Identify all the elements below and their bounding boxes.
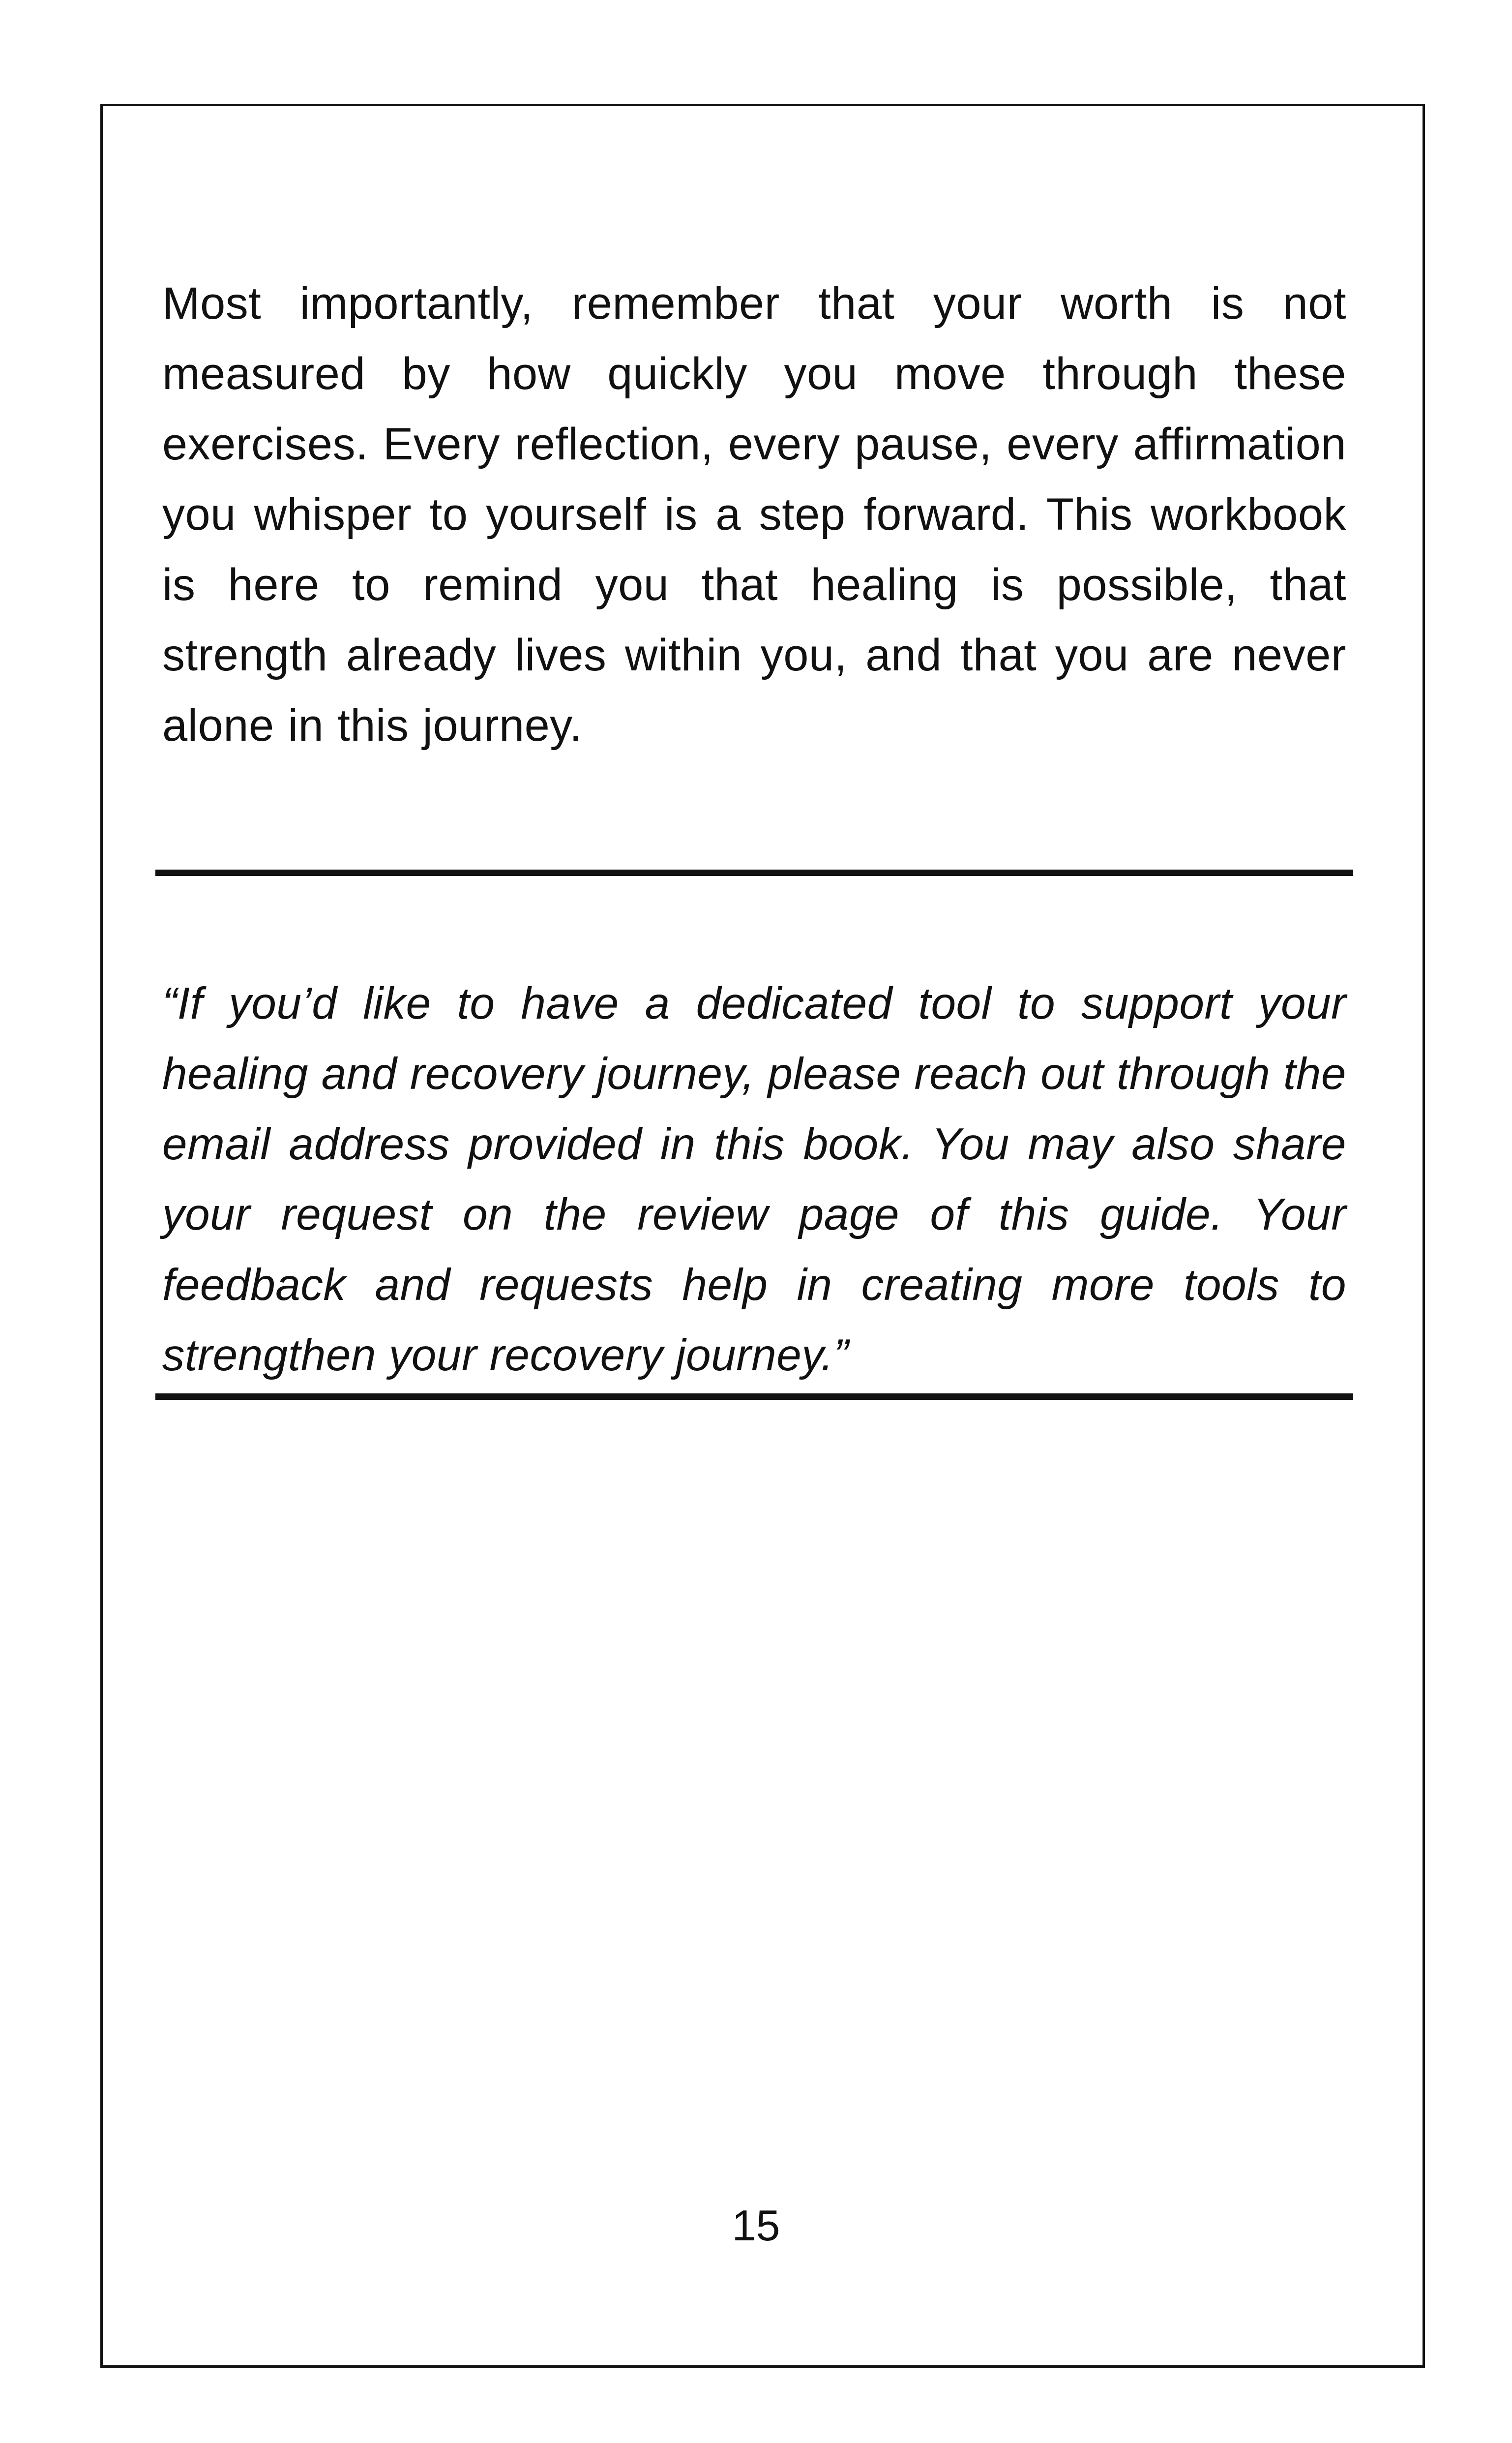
page-number: 15	[732, 2201, 780, 2250]
callout-quote: “If you’d like to have a dedicated tool to support your healing and recovery journey, please reach out through the email address provided in this book. You may also share your request on the review page of this guide. Your feedback and requests help in creating more tools to strengthen your recovery journey.”	[162, 979, 1346, 1380]
divider-bottom	[155, 1393, 1353, 1400]
divider-top	[155, 870, 1353, 876]
body-paragraph: Most importantly, remember that your worth is not measured by how quickly you move through these exercises. Every reflection, every pause, every affirmation you whisper to yourself is a step forward. This workbook is here to remind you that healing is possible, that strength already lives within you, and that you are never alone in this journey.	[162, 278, 1346, 751]
